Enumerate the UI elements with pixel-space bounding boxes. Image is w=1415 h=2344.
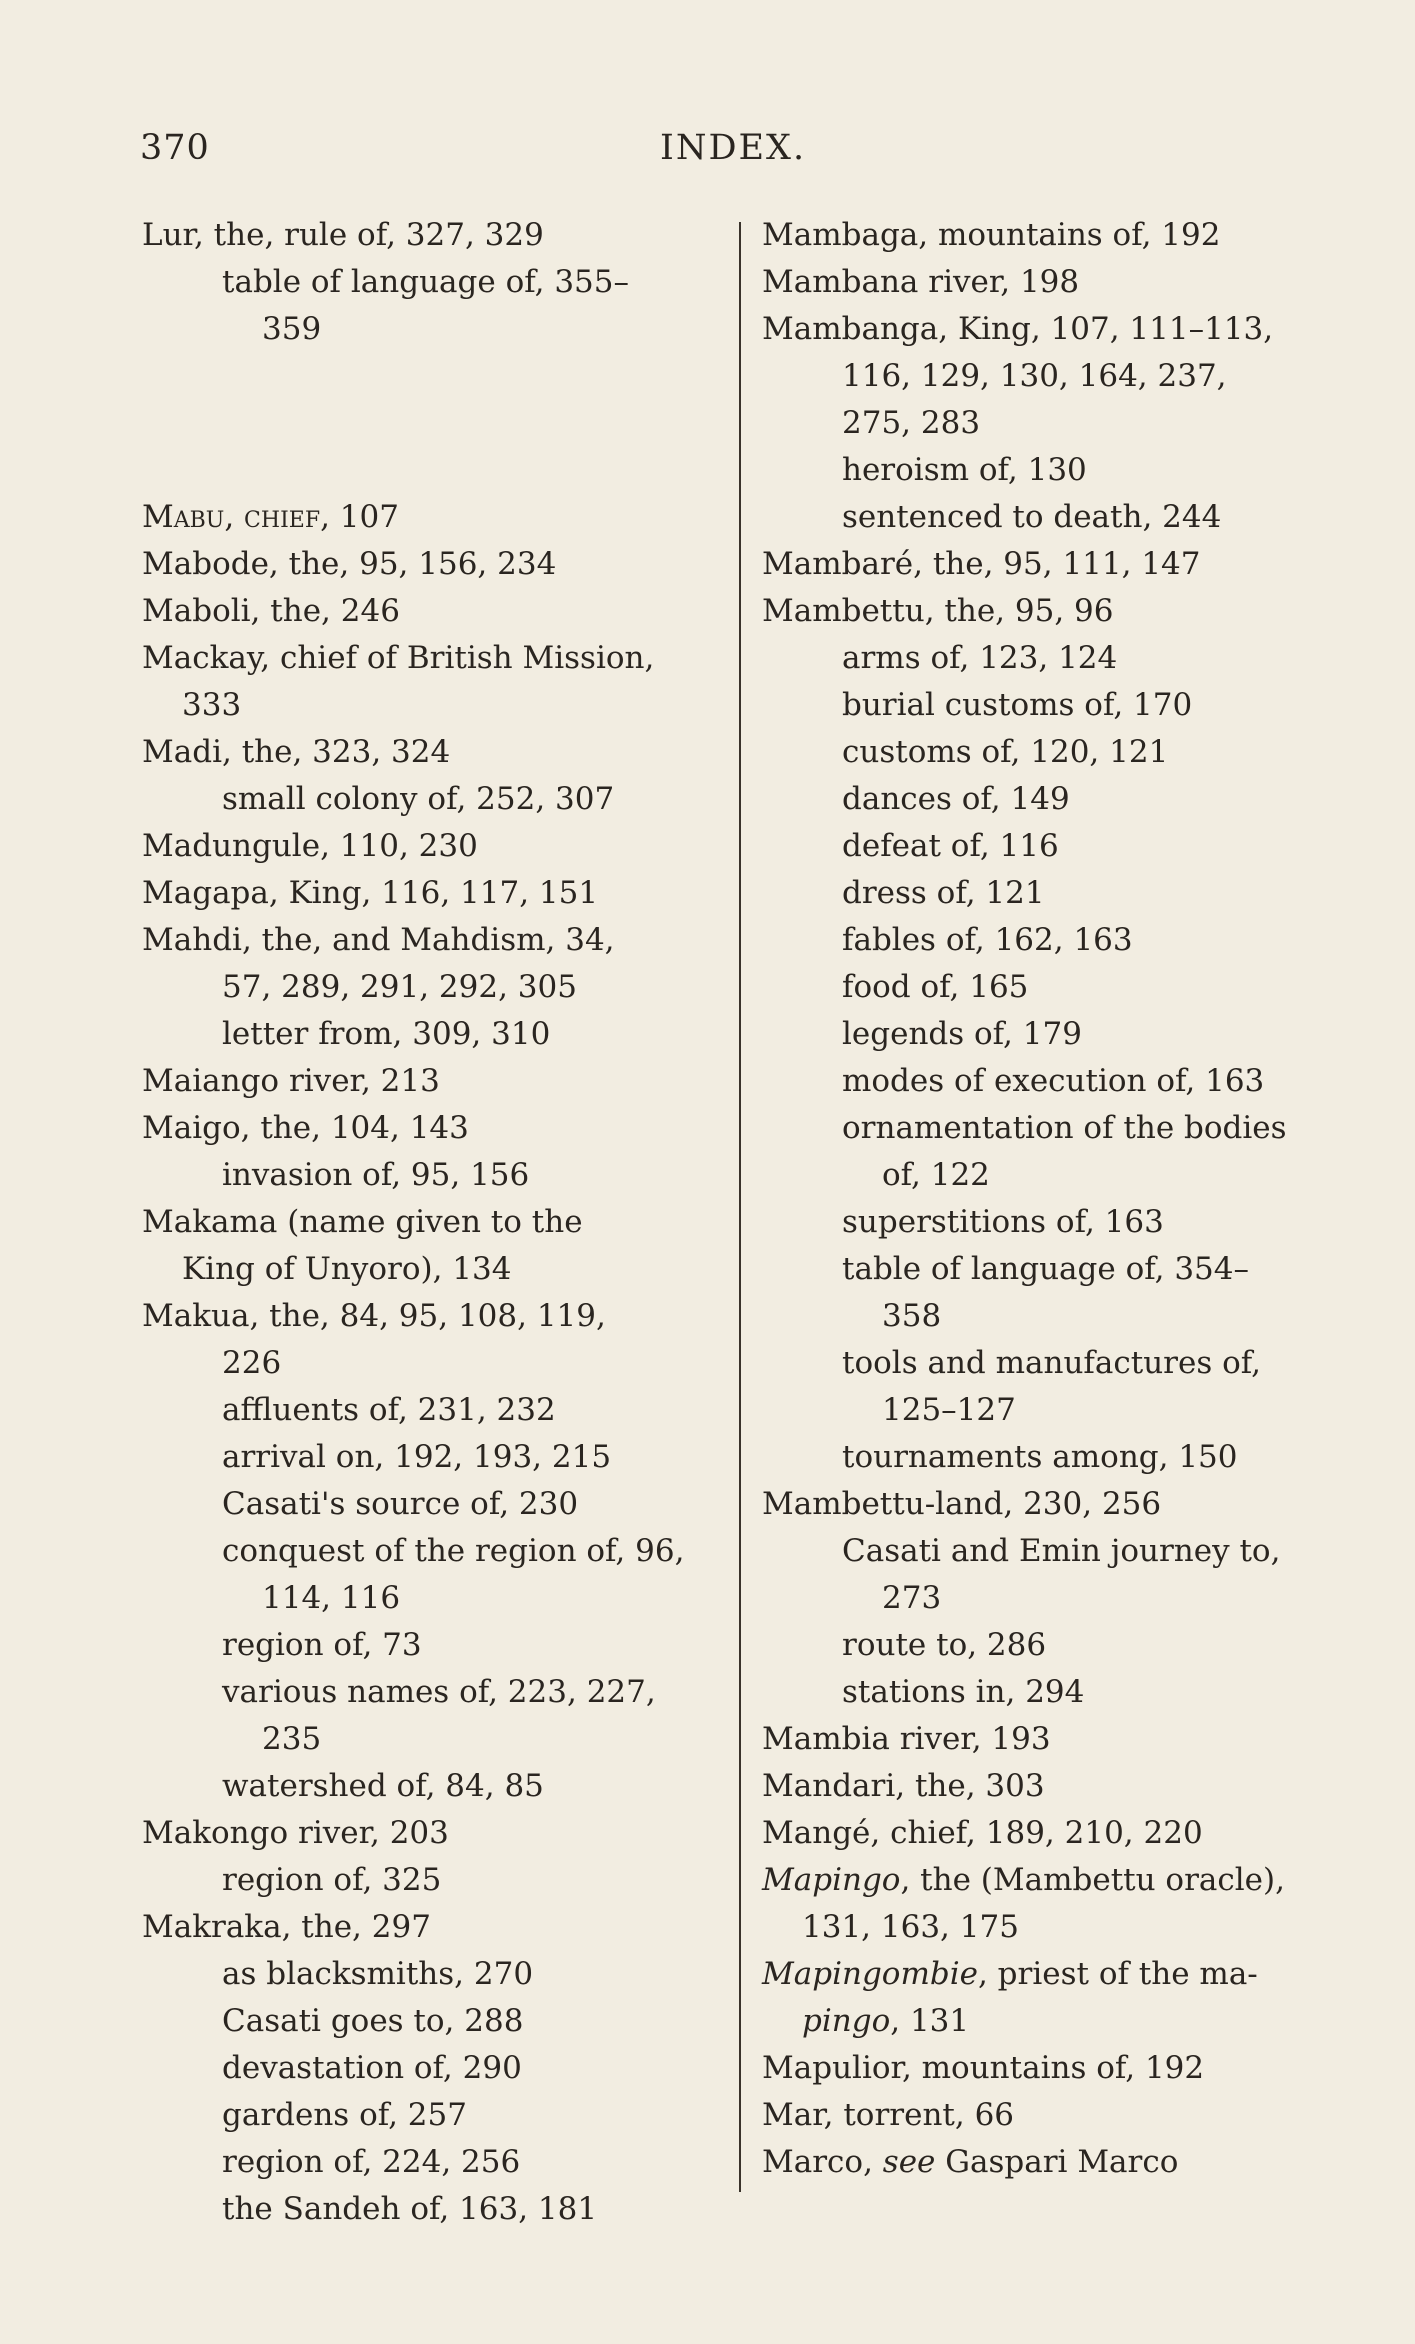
entry-continuation-line: of, 122 bbox=[882, 1157, 990, 1193]
index-column-left bbox=[142, 212, 712, 2233]
index-entry bbox=[762, 212, 1342, 259]
index-entry bbox=[142, 1904, 712, 1951]
index-entry bbox=[142, 729, 712, 776]
running-head: INDEX. bbox=[660, 128, 807, 168]
entry-line: Makua, the, 84, 95, 108, 119, bbox=[142, 1298, 606, 1334]
entry-line: Mabu, chief, 107 bbox=[142, 499, 399, 535]
index-entry bbox=[142, 917, 712, 1011]
index-subentry bbox=[762, 1528, 1342, 1622]
index-subentry bbox=[762, 823, 1342, 870]
index-subentry bbox=[762, 1011, 1342, 1058]
entry-continuation-line: 275, 283 bbox=[842, 405, 981, 441]
entry-continuation-line: 273 bbox=[882, 1580, 942, 1616]
entry-continuation-line: 114, 116 bbox=[262, 1580, 401, 1616]
entry-line: Magapa, King, 116, 117, 151 bbox=[142, 875, 599, 911]
index-subentry bbox=[142, 1152, 712, 1199]
entry-line: Mambaré, the, 95, 111, 147 bbox=[762, 546, 1201, 582]
page-number: 370 bbox=[140, 128, 210, 168]
entry-line: burial customs of, 170 bbox=[842, 687, 1193, 723]
index-entry bbox=[762, 306, 1342, 447]
index-entry bbox=[762, 1481, 1342, 1528]
entry-line: Mambana river, 198 bbox=[762, 264, 1080, 300]
entry-line: Mambaga, mountains of, 192 bbox=[762, 217, 1221, 253]
index-entry bbox=[762, 1857, 1342, 1951]
entry-line: watershed of, 84, 85 bbox=[222, 1768, 544, 1804]
entry-line: the Sandeh of, 163, 181 bbox=[222, 2191, 598, 2227]
entry-line: Mandari, the, 303 bbox=[762, 1768, 1045, 1804]
index-entry bbox=[762, 1951, 1342, 2045]
index-subentry bbox=[142, 2186, 712, 2233]
index-entry bbox=[762, 2139, 1342, 2186]
entry-line: Casati goes to, 288 bbox=[222, 2003, 524, 2039]
index-subentry bbox=[762, 1246, 1342, 1340]
entry-line: Maboli, the, 246 bbox=[142, 593, 400, 629]
index-subentry bbox=[762, 964, 1342, 1011]
index-subentry bbox=[762, 1199, 1342, 1246]
entry-continuation-line: 131, 163, 175 bbox=[802, 1909, 1019, 1945]
index-entry bbox=[762, 259, 1342, 306]
index-subentry bbox=[762, 1340, 1342, 1434]
entry-line: customs of, 120, 121 bbox=[842, 734, 1169, 770]
index-subentry bbox=[142, 1998, 712, 2045]
index-subentry bbox=[762, 729, 1342, 776]
entry-line: Mambanga, King, 107, 111–113, bbox=[762, 311, 1274, 347]
entry-line: conquest of the region of, 96, bbox=[222, 1533, 685, 1569]
entry-line: Mapingombie, priest of the ma- bbox=[762, 1956, 1258, 1992]
index-subentry bbox=[142, 2139, 712, 2186]
entry-line: arrival on, 192, 193, 215 bbox=[222, 1439, 612, 1475]
index-subentry bbox=[762, 682, 1342, 729]
entry-line: modes of execution of, 163 bbox=[842, 1063, 1265, 1099]
entry-line: tournaments among, 150 bbox=[842, 1439, 1238, 1475]
entry-line: sentenced to death, 244 bbox=[842, 499, 1222, 535]
entry-continuation-line: 358 bbox=[882, 1298, 942, 1334]
index-entry bbox=[762, 1810, 1342, 1857]
entry-line: tools and manufactures of, bbox=[842, 1345, 1261, 1381]
entry-line: Mahdi, the, and Mahdism, 34, bbox=[142, 922, 615, 958]
entry-continuation-line: 359 bbox=[262, 311, 322, 347]
entry-line: dances of, 149 bbox=[842, 781, 1070, 817]
index-subentry bbox=[142, 776, 712, 823]
entry-line: small colony of, 252, 307 bbox=[222, 781, 615, 817]
index-subentry bbox=[142, 259, 712, 353]
entry-line: Mar, torrent, 66 bbox=[762, 2097, 1015, 2133]
index-subentry bbox=[762, 1105, 1342, 1199]
index-subentry bbox=[142, 1528, 712, 1622]
entry-line: defeat of, 116 bbox=[842, 828, 1059, 864]
index-entry bbox=[142, 870, 712, 917]
index-subentry bbox=[142, 1763, 712, 1810]
entry-line: affluents of, 231, 232 bbox=[222, 1392, 556, 1428]
entry-line: Casati's source of, 230 bbox=[222, 1486, 579, 1522]
entry-line: Mapingo, the (Mambettu oracle), bbox=[762, 1862, 1285, 1898]
entry-line: Lur, the, rule of, 327, 329 bbox=[142, 217, 544, 253]
entry-line: various names of, 223, 227, bbox=[222, 1674, 656, 1710]
index-subentry bbox=[762, 1669, 1342, 1716]
index-subentry bbox=[142, 1481, 712, 1528]
entry-line: legends of, 179 bbox=[842, 1016, 1082, 1052]
index-subentry bbox=[142, 1011, 712, 1058]
entry-line: Mabode, the, 95, 156, 234 bbox=[142, 546, 557, 582]
entry-continuation-line: 125–127 bbox=[882, 1392, 1016, 1428]
index-subentry bbox=[762, 635, 1342, 682]
entry-line: gardens of, 257 bbox=[222, 2097, 467, 2133]
index-subentry bbox=[762, 447, 1342, 494]
index-entry bbox=[142, 1058, 712, 1105]
entry-line: Mambettu, the, 95, 96 bbox=[762, 593, 1114, 629]
entry-line: devastation of, 290 bbox=[222, 2050, 522, 2086]
entry-line: food of, 165 bbox=[842, 969, 1029, 1005]
index-subentry bbox=[762, 1622, 1342, 1669]
entry-line: table of language of, 355– bbox=[222, 264, 629, 300]
index-entry bbox=[142, 1199, 712, 1293]
entry-continuation-line: 226 bbox=[222, 1345, 282, 1381]
index-entry bbox=[762, 2092, 1342, 2139]
entry-line: superstitions of, 163 bbox=[842, 1204, 1164, 1240]
entry-line: Maiango river, 213 bbox=[142, 1063, 440, 1099]
entry-line: letter from, 309, 310 bbox=[222, 1016, 551, 1052]
index-subentry bbox=[142, 1857, 712, 1904]
index-subentry bbox=[142, 2045, 712, 2092]
index-entry bbox=[142, 1293, 712, 1387]
index-subentry bbox=[762, 917, 1342, 964]
entry-line: region of, 224, 256 bbox=[222, 2144, 521, 2180]
column-divider bbox=[739, 222, 741, 2192]
index-subentry bbox=[142, 2092, 712, 2139]
entry-line: region of, 325 bbox=[222, 1862, 442, 1898]
letter-section-gap bbox=[142, 353, 712, 494]
entry-line: Mapulior, mountains of, 192 bbox=[762, 2050, 1205, 2086]
index-entry bbox=[762, 1716, 1342, 1763]
entry-line: Madungule, 110, 230 bbox=[142, 828, 478, 864]
entry-line: Marco, see Gaspari Marco bbox=[762, 2144, 1179, 2180]
entry-line: ornamentation of the bodies bbox=[842, 1110, 1287, 1146]
entry-line: as blacksmiths, 270 bbox=[222, 1956, 534, 1992]
entry-continuation-line: pingo, 131 bbox=[802, 2003, 970, 2039]
index-entry bbox=[142, 212, 712, 259]
entry-line: heroism of, 130 bbox=[842, 452, 1087, 488]
index-column-right bbox=[762, 212, 1342, 2186]
index-subentry bbox=[762, 494, 1342, 541]
entry-line: Maigo, the, 104, 143 bbox=[142, 1110, 469, 1146]
index-entry bbox=[142, 1810, 712, 1857]
index-entry bbox=[142, 823, 712, 870]
entry-line: route to, 286 bbox=[842, 1627, 1047, 1663]
entry-continuation-line: 333 bbox=[182, 687, 242, 723]
index-entry bbox=[142, 494, 712, 541]
entry-line: Makraka, the, 297 bbox=[142, 1909, 431, 1945]
entry-line: Mambettu-land, 230, 256 bbox=[762, 1486, 1162, 1522]
entry-continuation-line: King of Unyoro), 134 bbox=[182, 1251, 512, 1287]
index-entry bbox=[762, 2045, 1342, 2092]
entry-line: invasion of, 95, 156 bbox=[222, 1157, 530, 1193]
index-subentry bbox=[762, 870, 1342, 917]
index-subentry bbox=[762, 1058, 1342, 1105]
entry-line: dress of, 121 bbox=[842, 875, 1045, 911]
index-entry bbox=[142, 635, 712, 729]
index-subentry bbox=[142, 1951, 712, 1998]
entry-line: Mambia river, 193 bbox=[762, 1721, 1051, 1757]
entry-line: Mackay, chief of British Mission, bbox=[142, 640, 655, 676]
entry-line: Casati and Emin journey to, bbox=[842, 1533, 1281, 1569]
entry-continuation-line: 57, 289, 291, 292, 305 bbox=[222, 969, 577, 1005]
index-entry bbox=[762, 588, 1342, 635]
entry-line: region of, 73 bbox=[222, 1627, 422, 1663]
entry-line: table of language of, 354– bbox=[842, 1251, 1249, 1287]
entry-line: Mangé, chief, 189, 210, 220 bbox=[762, 1815, 1203, 1851]
index-entry bbox=[142, 588, 712, 635]
entry-line: arms of, 123, 124 bbox=[842, 640, 1118, 676]
index-subentry bbox=[762, 776, 1342, 823]
index-subentry bbox=[762, 1434, 1342, 1481]
index-subentry bbox=[142, 1622, 712, 1669]
entry-continuation-line: 235 bbox=[262, 1721, 322, 1757]
entry-line: stations in, 294 bbox=[842, 1674, 1085, 1710]
index-subentry bbox=[142, 1434, 712, 1481]
index-entry bbox=[142, 1105, 712, 1152]
entry-line: Makama (name given to the bbox=[142, 1204, 583, 1240]
index-subentry bbox=[142, 1669, 712, 1763]
index-subentry bbox=[142, 1387, 712, 1434]
entry-line: fables of, 162, 163 bbox=[842, 922, 1133, 958]
entry-line: Madi, the, 323, 324 bbox=[142, 734, 451, 770]
index-entry bbox=[142, 541, 712, 588]
entry-continuation-line: 116, 129, 130, 164, 237, bbox=[842, 358, 1227, 394]
index-entry bbox=[762, 1763, 1342, 1810]
entry-line: Makongo river, 203 bbox=[142, 1815, 449, 1851]
index-entry bbox=[762, 541, 1342, 588]
